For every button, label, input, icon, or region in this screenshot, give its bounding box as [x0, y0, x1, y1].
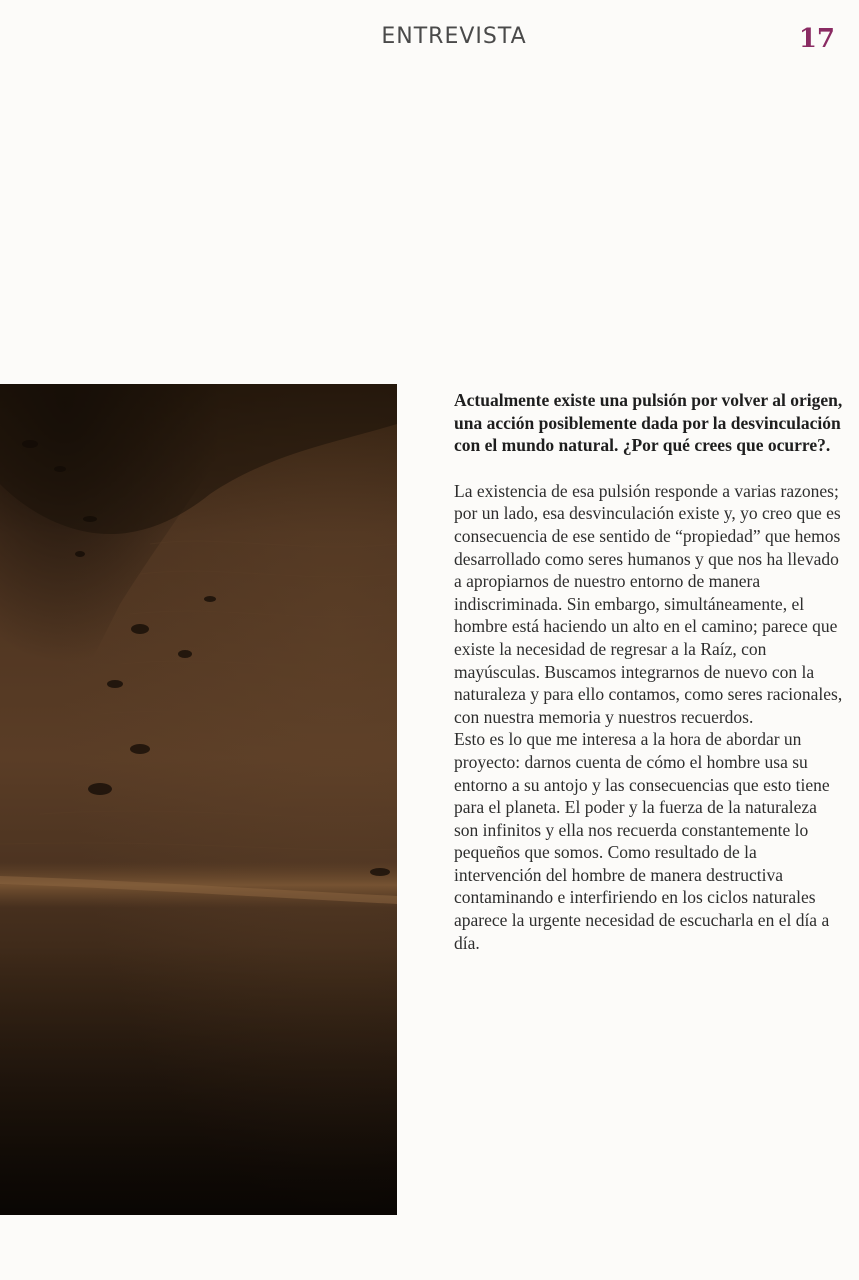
page-number: 17: [798, 24, 835, 54]
desert-dune-photo: [0, 384, 397, 1215]
interview-answer: [454, 480, 844, 954]
answer-paragraph: La existencia de esa pulsión responde a varias razones; por un lado, esa desvinculación existe y, yo creo que es consecuencia de ese sentido de “propiedad” que hemos desarrollado como seres humanos y que nos ha llevado a apropiarnos de nuestro entorno de manera indiscriminada. Sin embargo, simultáneamente, el hombre está haciendo un alto en el camino; parece que existe la necesidad de regresar a la Raíz, con mayúsculas. Buscamos integrarnos de nuevo con la naturaleza y para ello contamos, como seres racionales, con nuestra memoria y nuestros recuerdos.: [454, 480, 843, 727]
interview-question: Actualmente existe una pulsión por volver al origen, una acción posiblemente dada por la desvinculación con el mundo natural. ¿Por qué crees que ocurre?.: [454, 390, 843, 456]
answer-paragraph: Esto es lo que me interesa a la hora de abordar un proyecto: darnos cuenta de cómo el hombre usa su entorno a su antojo y las consecuencias que esto tiene para el planeta. El poder y la fuerza de la naturaleza son infinitos y ella nos recuerda constantemente lo pequeños que somos. Como resultado de la intervención del hombre de manera destructiva contaminando e interfiriendo en los ciclos naturales aparece la urgente necesidad de escucharla en el día a día.: [454, 729, 830, 953]
article-body: [454, 389, 844, 954]
section-header: ENTREVISTA: [381, 24, 527, 49]
dune-illustration: [0, 384, 397, 1215]
